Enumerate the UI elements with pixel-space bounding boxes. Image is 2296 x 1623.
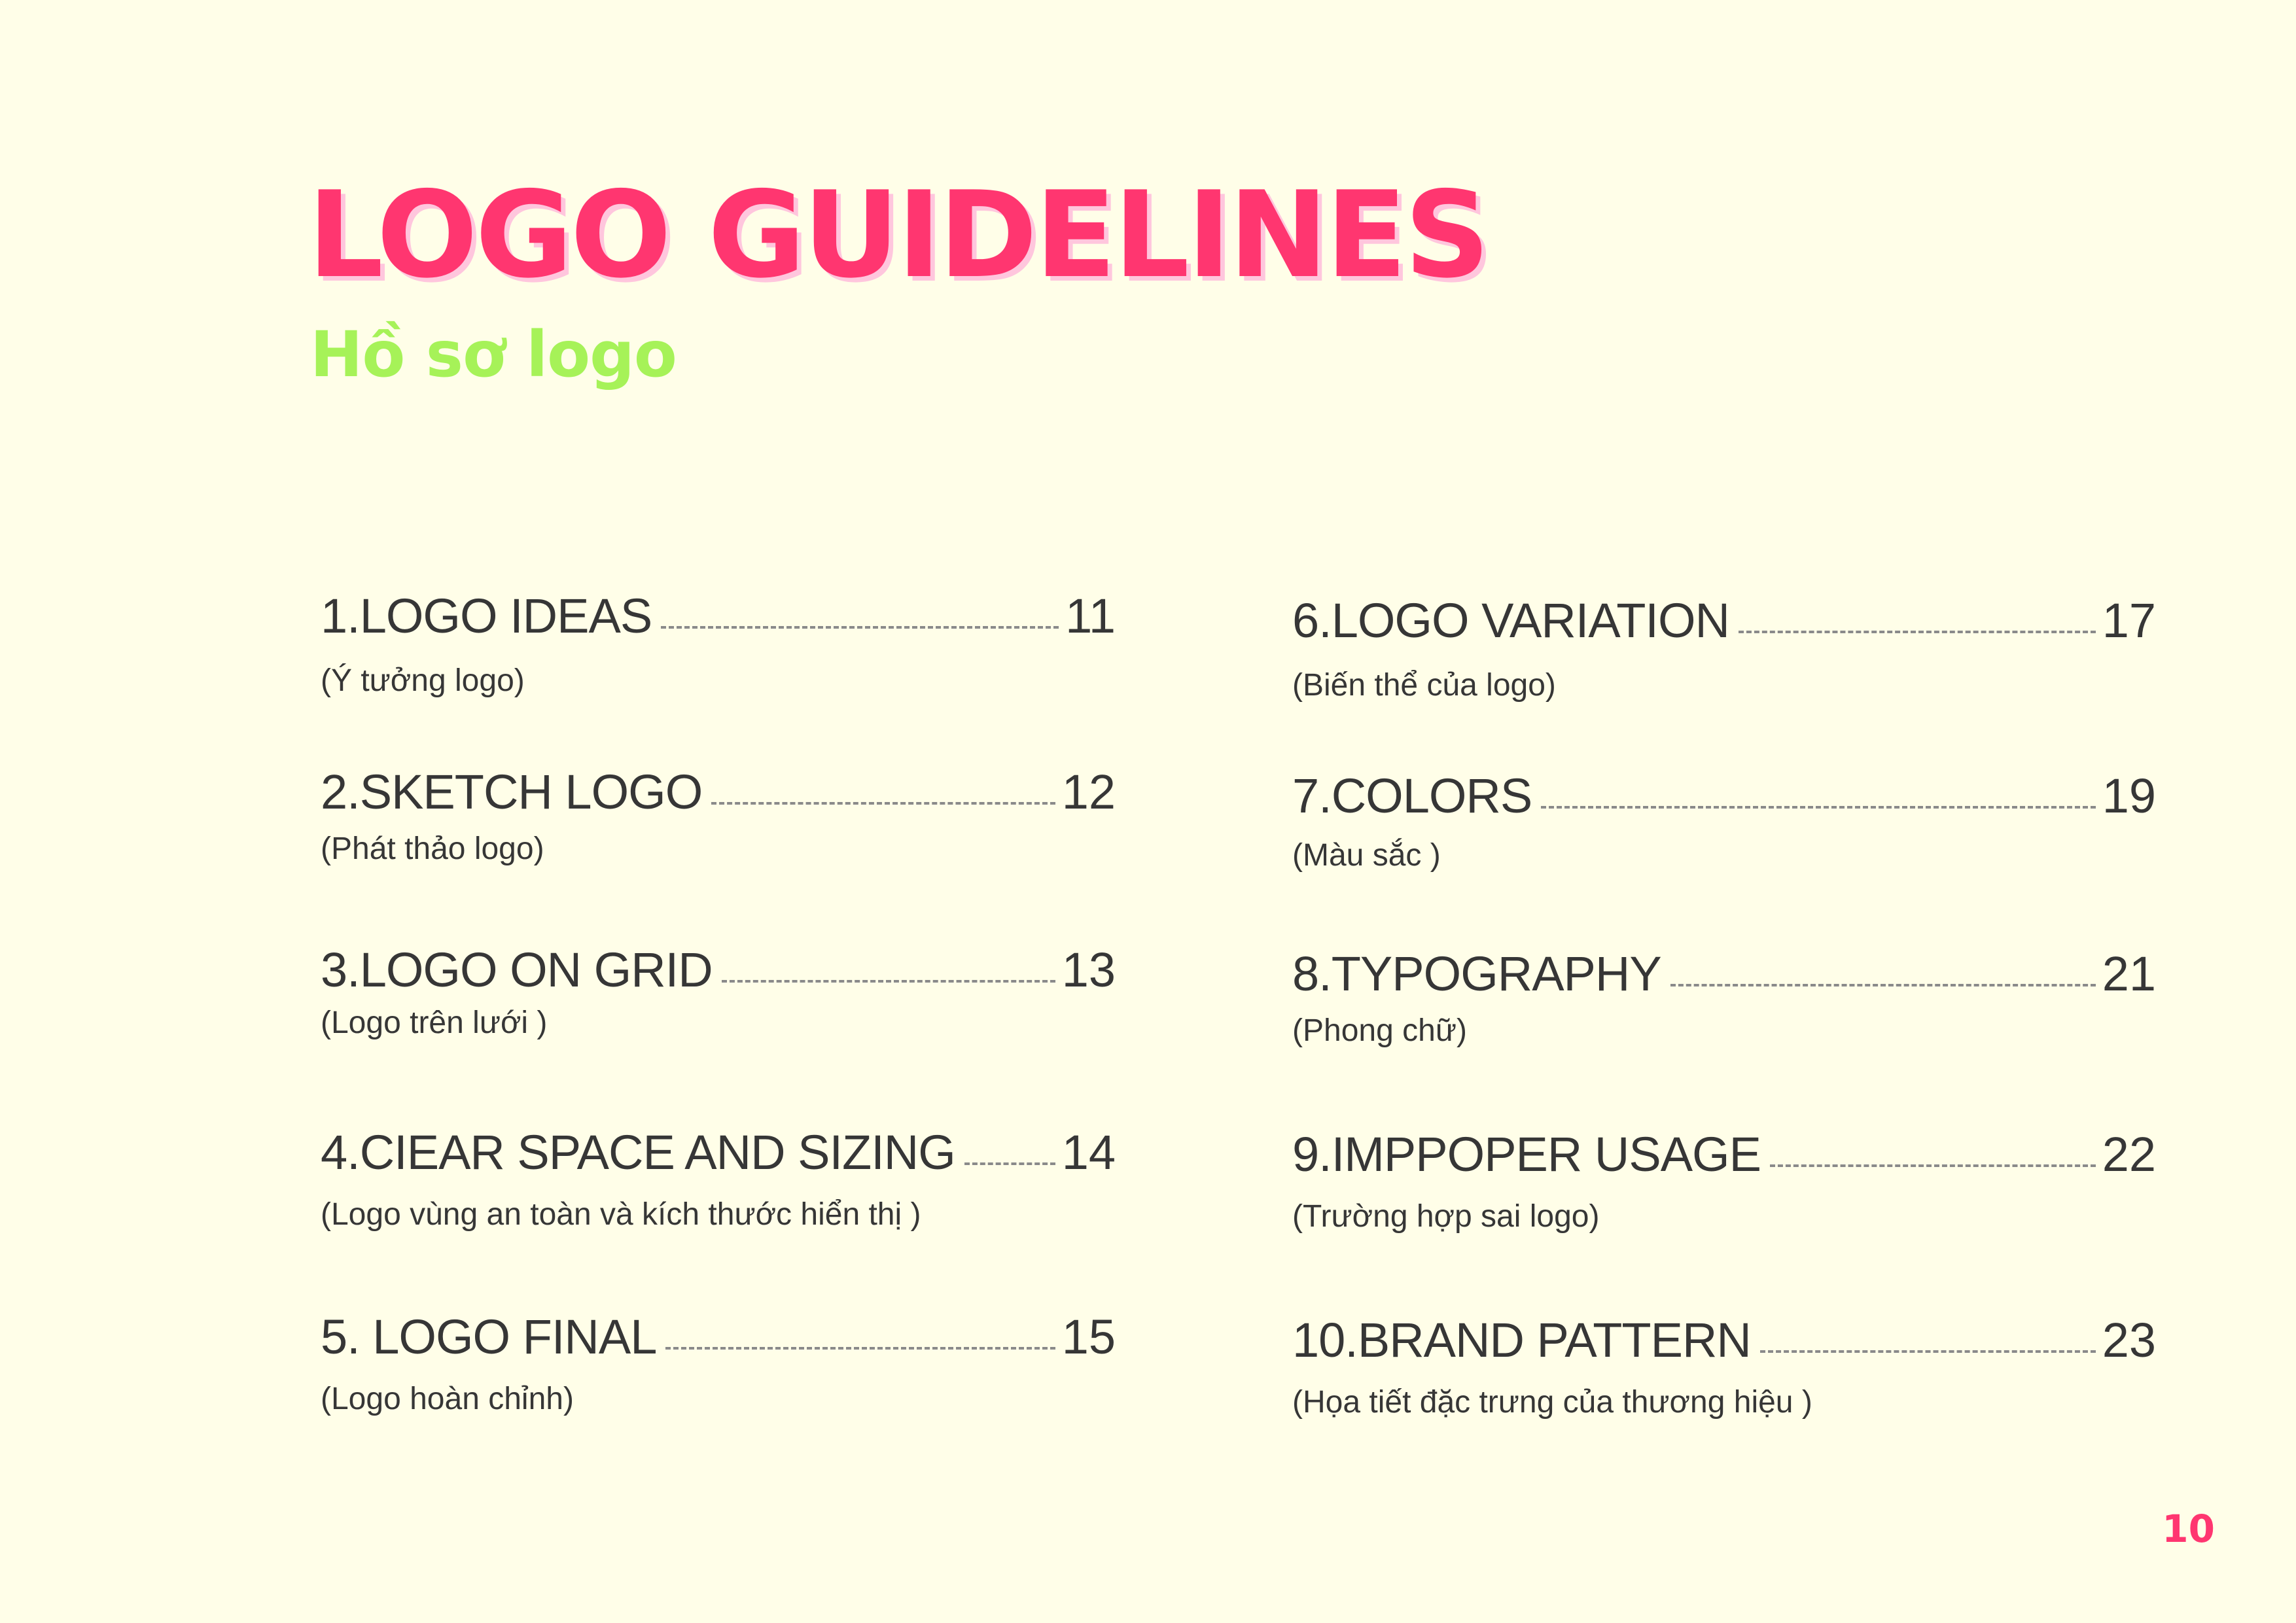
toc-entry-title: 4.CIEAR SPACE AND SIZING bbox=[321, 1125, 955, 1179]
toc-entry-subtitle: (Logo hoàn chỉnh) bbox=[321, 1382, 574, 1416]
toc-entry-page: 19 bbox=[2102, 769, 2156, 823]
toc-entry[interactable] bbox=[321, 765, 1116, 899]
toc-entry-subtitle: (Logo trên lưới ) bbox=[321, 1005, 548, 1040]
toc-entry[interactable] bbox=[1292, 947, 2156, 1081]
toc-dot-leader bbox=[665, 1347, 1055, 1350]
toc-entry-page: 12 bbox=[1061, 765, 1116, 819]
toc-entry[interactable] bbox=[321, 1125, 1116, 1259]
toc-entry-title: 10.BRAND PATTERN bbox=[1292, 1313, 1751, 1367]
toc-entry-subtitle: (Phong chữ) bbox=[1292, 1013, 1467, 1048]
toc-dot-leader bbox=[1541, 806, 2095, 809]
toc-entry-subtitle: (Trường hợp sai logo) bbox=[1292, 1199, 1600, 1234]
toc-entry-page: 23 bbox=[2102, 1313, 2156, 1367]
toc-entry-title: 1.LOGO IDEAS bbox=[321, 589, 652, 643]
toc-entry[interactable] bbox=[1292, 1313, 2156, 1447]
toc-dot-leader bbox=[964, 1162, 1055, 1165]
toc-entry[interactable] bbox=[321, 1310, 1116, 1444]
toc-entry-subtitle: (Phát thảo logo) bbox=[321, 831, 544, 866]
toc-entry[interactable] bbox=[1292, 593, 2156, 727]
toc-entry-title: 5. LOGO FINAL bbox=[321, 1310, 657, 1364]
toc-entry-title: 3.LOGO ON GRID bbox=[321, 943, 713, 997]
toc-dot-leader bbox=[1760, 1350, 2096, 1353]
toc-entry-page: 11 bbox=[1065, 589, 1116, 643]
toc-dot-leader bbox=[722, 980, 1055, 983]
toc-dot-leader bbox=[711, 802, 1055, 805]
toc-entry-title: 7.COLORS bbox=[1292, 769, 1532, 823]
toc-entry-title: 8.TYPOGRAPHY bbox=[1292, 947, 1661, 1001]
page-title: LOGO GUIDELINES bbox=[308, 166, 1488, 304]
toc-entry-title: 9.IMPPOPER USAGE bbox=[1292, 1127, 1761, 1181]
toc-entry-page: 21 bbox=[2102, 947, 2156, 1001]
toc-dot-leader bbox=[1670, 984, 2096, 986]
toc-dot-leader bbox=[1739, 631, 2096, 633]
page-number: 10 bbox=[2162, 1507, 2215, 1551]
toc-entry[interactable] bbox=[321, 589, 1116, 723]
toc-dot-leader bbox=[661, 626, 1059, 629]
toc-entry-subtitle: (Ý tưởng logo) bbox=[321, 663, 525, 698]
toc-entry-subtitle: (Họa tiết đặc trưng của thương hiệu ) bbox=[1292, 1385, 1812, 1420]
toc-entry-subtitle: (Logo vùng an toàn và kích thước hiển thị ) bbox=[321, 1197, 921, 1232]
toc-entry[interactable] bbox=[1292, 769, 2156, 903]
toc-entry-title: 2.SKETCH LOGO bbox=[321, 765, 703, 819]
page-subtitle: Hồ sơ logo bbox=[310, 318, 677, 391]
toc-entry[interactable] bbox=[1292, 1127, 2156, 1261]
toc-entry-page: 14 bbox=[1061, 1125, 1116, 1179]
toc-entry-subtitle: (Biến thể của logo) bbox=[1292, 668, 1556, 703]
toc-entry[interactable] bbox=[321, 943, 1116, 1077]
toc-entry-subtitle: (Màu sắc ) bbox=[1292, 838, 1441, 873]
toc-entry-page: 17 bbox=[2102, 593, 2156, 648]
toc-entry-page: 22 bbox=[2102, 1127, 2156, 1181]
toc-dot-leader bbox=[1770, 1164, 2096, 1167]
toc-entry-title: 6.LOGO VARIATION bbox=[1292, 593, 1729, 648]
toc-entry-page: 15 bbox=[1061, 1310, 1116, 1364]
toc-entry-page: 13 bbox=[1061, 943, 1116, 997]
